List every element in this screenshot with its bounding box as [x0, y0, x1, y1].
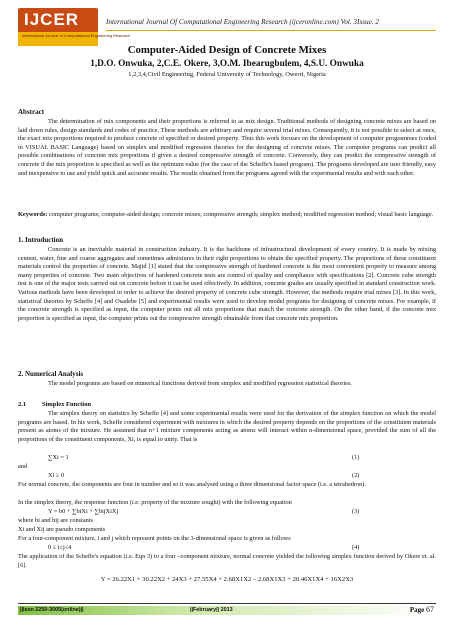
simplex-para-2: For normal concrete, the components are four in number and so it was analysed using a three dimensional factor space (i.e. a tetrahedron). [18, 481, 366, 488]
abstract-heading: Abstract [18, 108, 45, 116]
keywords-text: computer programs; computer-aided design; concrete mixes; compressive strength; simplex method; modified regression method; visual basic language. [48, 211, 434, 218]
keywords [18, 211, 436, 220]
where-line-2: Xi and Xij are pseudo components [18, 526, 106, 533]
equation-3: Y = b0 + ∑biXi + ∑bijXiXj [48, 508, 119, 515]
footer-issn: ||Issn 2250-3005(online)|| [20, 607, 84, 613]
simplex-para-3: In the simplex theory, the response function (i.e: property of the mixture sought) with the following equation [18, 499, 292, 506]
and-text: and [18, 463, 28, 470]
logo-text: IJCER [24, 10, 80, 29]
footer-date: ||February|| 2013 [190, 607, 233, 613]
equation-4-number: (4) [352, 544, 360, 551]
keywords-label: Keywords: [18, 211, 48, 218]
simplex-heading-number: 2.1 [18, 401, 27, 408]
equation-2-number: (2) [352, 472, 360, 479]
journal-header [18, 8, 436, 46]
simplex-function-equation: Y = 26.22X1 + 30.22X2 + 24X3 + 27.55X4 + 2.68X1X2 – 2.68X1X3 + 20.46X1X4 + 16X2X3 [100, 576, 354, 583]
intro-text: Concrete is an inevitable material in construction industry. It is the backbone of infrastructural development of every country. It is made by mixing cement, water, fine and coarse aggregates and sometimes admixtures in their right proportions to obtain the specified property. The proportions of these constituent materials control the properties of concrete. Majid [1] stated that the compressive strength of hardened concrete is the most convenient property to measure among many properties of concrete. Two main objectives of hardened concrete tests are control of quality and compliance with specifications [2]. Concrete cube strength test is one of the major tests carried out on concrete before it can be used effectively. In addition, concrete grades are usually specified in standard construction work. Various methods have been developed in order to achieve the desired property of concrete cube strength. However, the methods require trial mixes [3]. In this work, statistical theories by Scheffe [4] and Osadebe [5] and experimental results were used to develop model programs for designing of concrete mixes. For example, if the concrete strength is specified as input, the computer prints out all mix proportions that match the concrete strength. On the other hand, if the concrete mix proportion is specified as input, the computer prints out the compressive strength obtainable from that concrete mix proportion. [18, 246, 436, 322]
analysis-heading: 2. Numerical Analysis [18, 370, 84, 378]
simplex-para-5: The application of the Scheffe's equation (i.e. Eqn 3) to a four –component mixture, normal concrete yielded the following simplex function derived by Okere et. al. [6]. [18, 553, 436, 569]
header-divider [106, 30, 436, 31]
logo-subtitle: International Journal of Computational Engineering Research [22, 33, 131, 38]
where-line-1: where bi and bij are constants [18, 517, 94, 524]
analysis-text: The model programs are based on numerical functions derived from simplex and modified regression statistical theories. [48, 380, 352, 387]
footer-page [410, 605, 434, 614]
paper-affiliation: 1,2,3,4,Civil Engineering, Federal University of Technology, Owerri, Nigeria [128, 71, 326, 78]
intro-heading: 1. Introduction [18, 236, 63, 244]
simplex-para-1: The simplex theory on statistics by Scheffe [4] and some experimental results were used for the derivation of the simplex function on which the model programs are based. In his work, Scheffe considered experiment with mixtures in which the desired property depends on the proportions of the constituent materials present as atoms of the mixture. He assumed that n+1 mixture components acting as atoms will interact within n-dimensional space, provided the sum of all the proportions of the constituent components, Xi, is equal to unity. That is [18, 410, 436, 443]
equation-3-number: (3) [352, 508, 360, 515]
page-number: 67 [426, 605, 434, 614]
footer-divider [18, 603, 436, 604]
equation-4: 0 ≤ i≤j≤4 [48, 544, 72, 551]
equation-2: Xi ≥ 0 [48, 472, 65, 479]
paper-authors: 1,D.O. Onwuka, 2,C.E. Okere, 3,O.M. Ibearugbulem, 4,S.U. Onwuka [90, 59, 364, 69]
equation-1: ∑Xi = 1 [48, 454, 69, 461]
journal-name: International Journal Of Computational Engineering Research (ijceronline.com) Vol. 3Issue. 2 [106, 18, 379, 26]
equation-1-number: (1) [352, 454, 360, 461]
paper-title: Computer-Aided Design of Concrete Mixes [127, 44, 327, 56]
page-label: Page [409, 606, 425, 614]
simplex-heading [18, 401, 91, 408]
page-footer [18, 603, 436, 615]
journal-logo [18, 8, 131, 46]
simplex-para-4: For a four-component mixture, i and j which represent points on the 3-dimensional space is given as follows [18, 535, 291, 542]
simplex-heading-title: Simplex Function [42, 401, 91, 408]
abstract-text: The determination of mix components and their proportions is referred to as mix design. Traditional methods of designing concrete mixes are based on laid down rules, design standards and codes of practice. These methods are arbitrary and require several trial mixes. Consequently, it is not possible to select at once, the exact mix proportions required to produce concrete of specified or desired property. Thus this work focuses on the development of computer programmes (coded in VISUAL BASIC Language) based on simplex and modified regression theories for the designing of concrete mixes. The computer programs can predict all possible combinations of concrete mix proportions if given a desired compressive strength of concrete. Conversely, they can predict the compressive strength of concrete if the mix proportion is specified as well as the optimum value (for the case of the Scheffe's based program). The programs developed are user friendly, easy and inexpensive to use and yield quick and accurate results. The results obtained from the programs agreed with the experimental results and with each other. [18, 118, 436, 177]
